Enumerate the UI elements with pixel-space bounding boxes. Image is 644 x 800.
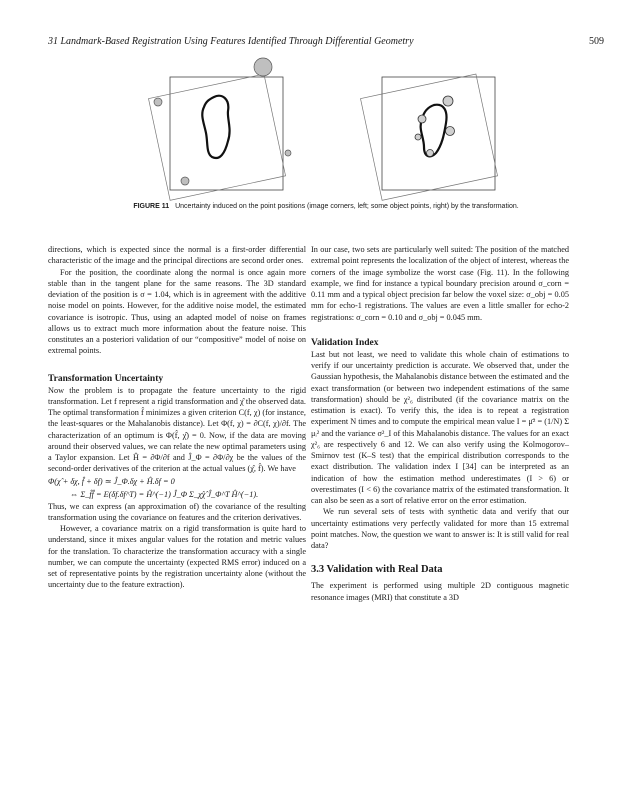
- chapter-title: 31 Landmark-Based Registration Using Features Identified Through Differential Geometry: [48, 36, 414, 47]
- figure-caption: [48, 203, 604, 210]
- left-column: [48, 244, 306, 591]
- paragraph: Last but not least, we need to validate this whole chain of estimations to verify if our uncertainty prediction is accurate. We observed that, under the Gaussian hypothesis, the Mahalanobis distance between the estimated and the exact transformation (or between two independent estimations of the same transformation) should be χ²₆ distributed (if the covariance matrix on the estimation is exact). To verify this, the idea is to repeat a registration experiment N times and to compute the empirical mean value I = μ̄² = (1/N) Σ μᵢ² and the variance σ²_I of this Mahalanobis distance. The values for an exact χ²₆ are respectively 6 and 12. We can also verify using the Kolmogorov–Smirnov test (K–S test) that the empirical distribution corresponds to the exact distribution. The validation index I [34] can be interpreted as an indication of how the estimation method underestimates (I > 6) or overestimates (I < 6) the covariance matrix of the estimated transformation. It can also be seen as a sort of relative error on the error estimation.: [311, 349, 569, 505]
- object-point-ellipse: [446, 127, 455, 136]
- object-point-ellipse: [418, 115, 426, 123]
- figure-right-panel: [338, 57, 538, 207]
- section-heading: 3.3 Validation with Real Data: [311, 564, 443, 576]
- paragraph: However, a covariance matrix on a rigid transformation is quite hard to understand, since it mixes angular values for the rotation and metric values for the translation. To characterize the transformation accuracy with a single number, we can compute the uncertainty (expected RMS error) induced on a set of representative points by the registration uncertainty alone (without the uncertainty due to the feature extraction).: [48, 524, 306, 590]
- figure-11: [48, 57, 604, 207]
- right-column: [311, 244, 569, 603]
- equation: Φ(χ̂ + δχ, f̂ + δf) ≃ Ĵ_Φ.δχ + Ĥ.δf = 0: [48, 476, 175, 486]
- transformed-frame-b: [148, 74, 285, 200]
- object-contour: [421, 105, 447, 157]
- paragraph: We run several sets of tests with synthetic data and verify that our uncertainty estimations very perfectly validated for more than 15 extremal point matches. Now, the question we want to answer is: It is still valid for real data?: [311, 507, 569, 550]
- page-number: 509: [589, 36, 604, 47]
- paragraph: The experiment is performed using multiple 2D contiguous magnetic resonance images (MRI) that constitute a 3D: [311, 581, 569, 602]
- paragraph: For the position, the coordinate along the normal is once again more stable than in the tangent plane for the same reasons. The 3D standard deviation of the position is σ = 1.04, which is in agreement with the additive noise model on points. However, for the additive noise model, the estimated covariance is isotropic. Thus, using an adapted model of noise on frames allows us to extract much more information about the feature noise. This constitutes an a posteriori validation of our “compositive” model of noise on extremal points.: [48, 267, 306, 356]
- caption-label: FIGURE 11: [133, 203, 170, 210]
- corner-uncertainty-ellipse: [285, 150, 291, 156]
- transformed-frame-a: [170, 77, 283, 190]
- transformed-frame-a: [382, 77, 495, 190]
- figure-left-panel: [128, 57, 328, 207]
- corner-uncertainty-ellipse: [254, 58, 272, 76]
- running-header: [48, 36, 604, 50]
- caption-text: Uncertainty induced on the point positions (image corners, left; some object points, right) by the transformation.: [175, 203, 519, 210]
- object-point-ellipse: [427, 150, 434, 157]
- paragraph: In our case, two sets are particularly well suited: The position of the matched extremal point represents the localization of the object of interest, whereas the corners of the image symbolize the worst case (Fig. 11). In the following example, we find for instance a typical boundary precision around σ_corn = 0.11 mm and a typical object precision far below the voxel size: σ_obj = 0.05 mm for echo-1 registrations. The values are even a little smaller for echo-2 registrations: σ_corn = 0.10 and σ_obj = 0.045 mm.: [311, 245, 569, 322]
- section-heading: Validation Index: [311, 337, 379, 348]
- paragraph: directions, which is expected since the normal is a first-order differential characteristic of the image and the principal directions are second order ones.: [48, 245, 306, 266]
- paragraph: Now the problem is to propagate the feature uncertainty to the rigid transformation. Let f represent a rigid transformation and χ̂ the observed data. The optimal transformation f̂ minimizes a given criterion C(f, χ) (for instance, the least-squares or the Mahalanobis distance). Let Φ(f, χ) = ∂C(f, χ)/∂f. The characterization of an optimum is Φ(f̂, χ̂) = 0. Now, if the data are moving around their observed values, we can relate the new optimal parameters using a Taylor expansion. Let Ĥ = ∂Φ/∂f and Ĵ_Φ = ∂Φ/∂χ be the values of the second-order derivatives of the criterion at the actual values (χ̂, f̂). We have: [48, 385, 306, 474]
- object-contour: [202, 96, 229, 158]
- equation: ⇔ Σ_f̂f̂ = E(δf.δf^T) = Ĥ^(−1) Ĵ_Φ Σ_χ̂χ̂ Ĵ_Φ^T Ĥ^(−1).: [70, 489, 259, 499]
- transformed-frame-b: [360, 74, 497, 200]
- section-heading: Transformation Uncertainty: [48, 373, 164, 384]
- object-point-ellipse: [415, 134, 421, 140]
- corner-uncertainty-ellipse: [181, 177, 189, 185]
- corner-uncertainty-ellipse: [154, 98, 162, 106]
- paragraph: Thus, we can express (an approximation of) the covariance of the resulting transformation using the covariance on features and the criterion derivatives.: [48, 501, 306, 522]
- object-point-ellipse: [443, 96, 453, 106]
